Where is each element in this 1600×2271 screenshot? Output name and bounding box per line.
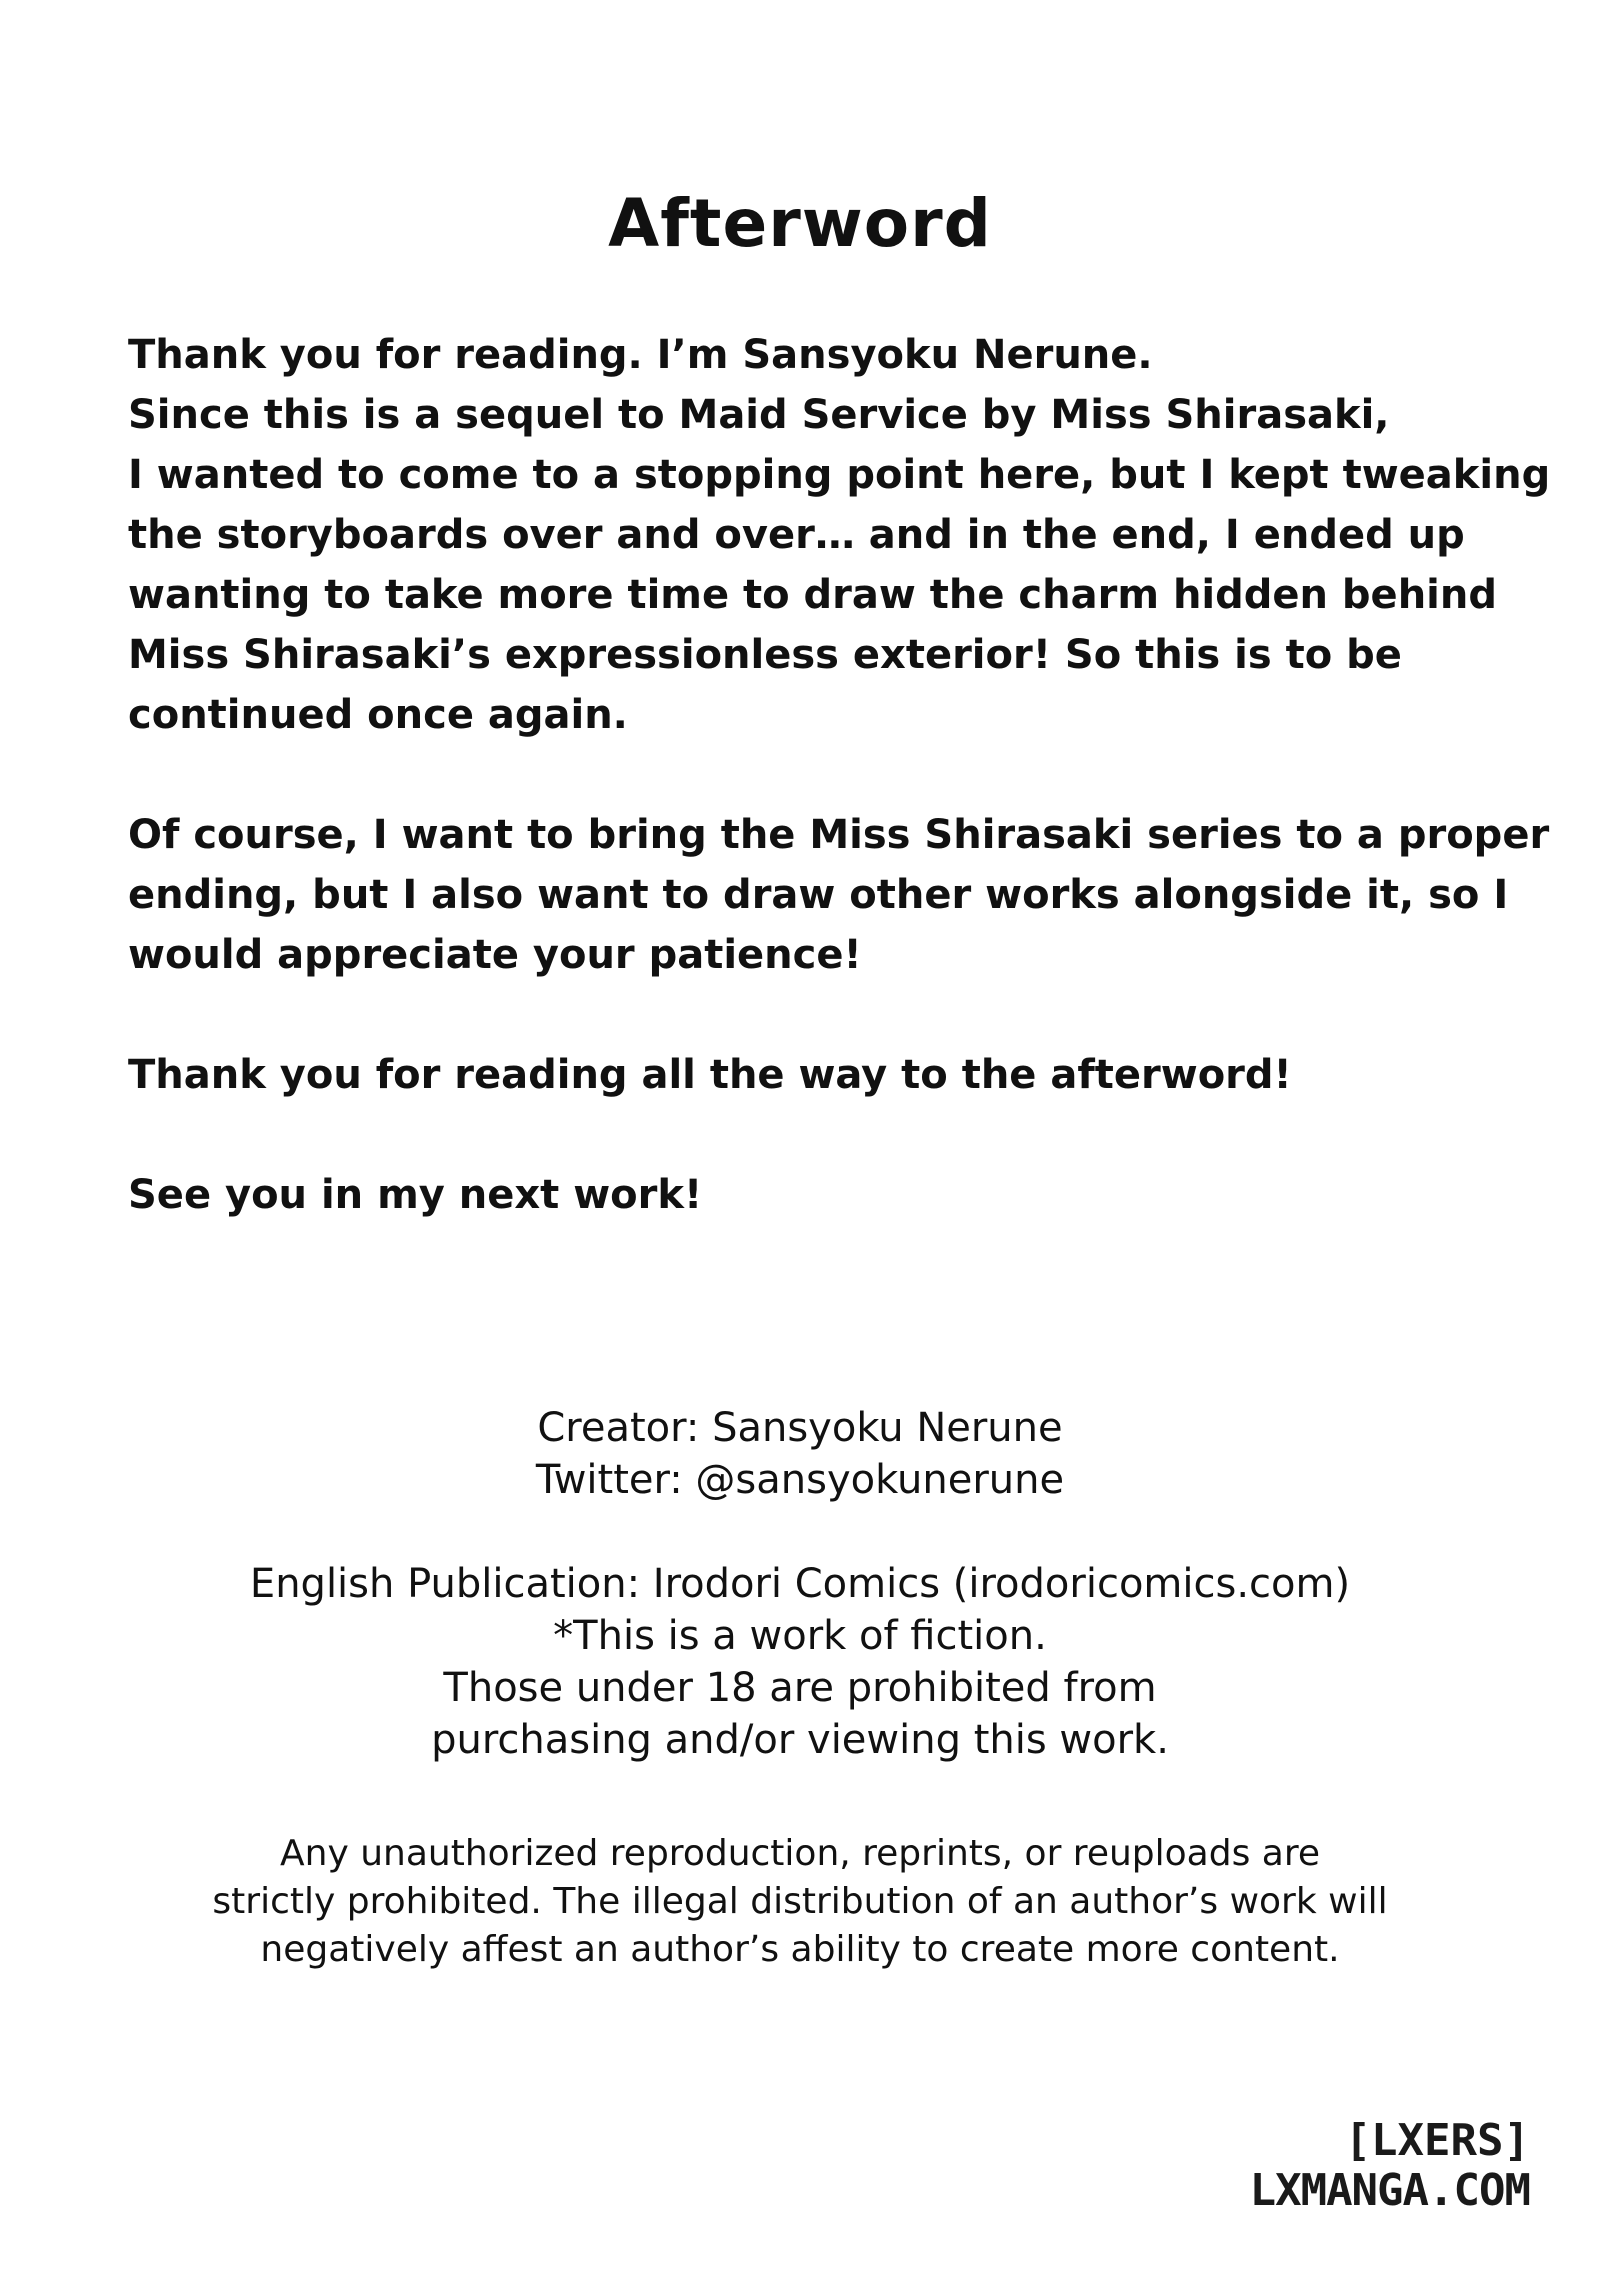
text-segment: ending, but I also want to draw other works alongside it, so I — [128, 872, 1509, 918]
afterword-body — [128, 325, 1551, 1285]
text-line — [128, 805, 1550, 865]
text-segment: Thank you for reading all the way to the afterword! — [128, 1052, 1292, 1098]
text-segment: Since this is a sequel to Maid Service by Miss Shirasaki, — [128, 392, 1390, 438]
text-segment: Miss Shirasaki’s expressionless exterior! So this is — [128, 632, 1286, 678]
text-line — [128, 505, 1508, 565]
text-line — [128, 565, 1508, 625]
text-segment: the storyboards over and over… and in the end, I ended up — [128, 512, 1465, 558]
notice-line-3: negatively affest an author’s ability to create more content. — [260, 1929, 1340, 1970]
text-segment: Thank you for reading. I’m Sansyoku Nerune. — [128, 332, 1153, 378]
age-restriction-line-1: Those under 18 are prohibited from — [443, 1665, 1157, 1711]
text-segment: would appreciate your patience! — [128, 932, 862, 978]
notice-line-1: Any unauthorized reproduction, reprints, or reuploads are — [280, 1833, 1320, 1874]
afterword-paragraph — [128, 805, 1550, 985]
text-line — [128, 1045, 1508, 1105]
afterword-paragraph — [128, 1045, 1508, 1105]
text-line — [128, 1165, 1508, 1225]
text-segment: Of course, I want to bring the Miss Shirasaki series to a proper — [128, 812, 1550, 858]
site-watermark — [1250, 2116, 1530, 2216]
credits-block — [0, 1402, 1600, 1766]
watermark-site-url: LXMANGA.COM — [1249, 2165, 1530, 2216]
text-line — [128, 325, 1508, 385]
text-segment: wanting to take more time to draw the charm hidden behind — [128, 572, 1497, 618]
page-title: Afterword — [608, 185, 992, 262]
text-segment: once again. — [353, 692, 628, 738]
creator-line: Creator: Sansyoku Nerune — [537, 1405, 1063, 1451]
text-line — [128, 925, 1508, 985]
text-line — [128, 385, 1508, 445]
twitter-line: Twitter: @sansyokunerune — [535, 1457, 1065, 1503]
watermark-group-name: [LXERS] — [1344, 2115, 1530, 2166]
text-segment: I wanted to come to a stopping point here, but I kept tweaking — [128, 452, 1551, 498]
copyright-notice — [0, 1830, 1600, 1974]
afterword-paragraph — [128, 1165, 1508, 1225]
text-line — [128, 625, 1508, 685]
emphasis-text: to be — [1285, 632, 1402, 678]
text-line — [128, 865, 1508, 925]
publication-line: English Publication: Irodori Comics (irodoricomics.com) — [249, 1561, 1351, 1607]
age-restriction-line-2: purchasing and/or viewing this work. — [431, 1717, 1169, 1763]
text-segment: See you in my next work! — [128, 1172, 703, 1218]
text-line — [128, 685, 1508, 745]
fiction-line: *This is a work of fiction. — [553, 1613, 1047, 1659]
emphasis-text: continued — [128, 692, 354, 738]
afterword-paragraph — [128, 325, 1551, 745]
notice-line-2: strictly prohibited. The illegal distribution of an author’s work will — [212, 1881, 1388, 1922]
text-line — [128, 445, 1551, 505]
